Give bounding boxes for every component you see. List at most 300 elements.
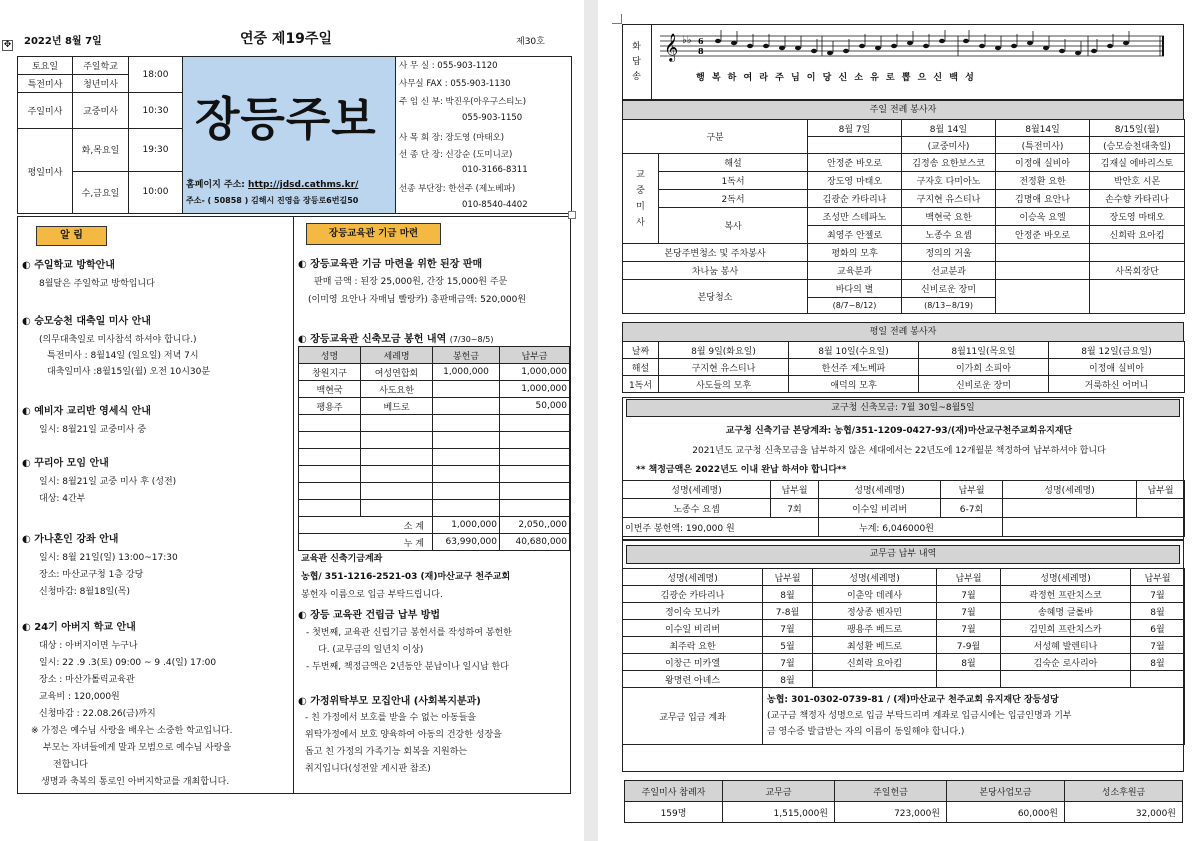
note-head (923, 44, 929, 48)
bulletin-page-2 (598, 0, 1200, 841)
dues-cell (1001, 671, 1131, 688)
column-header: 봉헌금 (433, 347, 500, 364)
duty-cell: (8/13~8/19) (902, 298, 996, 314)
contact-line: 주 임 신 부: 박진우(아우구스티노) (399, 97, 527, 107)
duty-role: 본당청소 (623, 280, 808, 314)
weekday-role: 1독서 (623, 376, 659, 393)
weekday-cell: 구지현 유스티나 (659, 359, 789, 376)
note-head (731, 41, 737, 45)
dues-header: 성명(세례명) (1001, 569, 1131, 586)
notice-item (22, 618, 290, 791)
note-head (963, 39, 969, 43)
table-cell-empty (433, 500, 500, 517)
duty-title: 주일 전례 봉사자 (622, 100, 1184, 120)
dues-cell: 송혜명 글롤바 (1001, 603, 1131, 620)
table-cell-empty (299, 449, 361, 466)
dues-account-note: 금 영수증 발급받는 자의 이름이 동일해야 합니다.) (767, 727, 965, 737)
table-cell-empty (500, 449, 570, 466)
notice-line: 대상: 4간부 (39, 494, 86, 504)
donation-period: (7/30~8/5) (449, 335, 494, 344)
parish-address: 주소- ( 50858 ) 김해시 진영읍 장등로6번길50 (186, 196, 359, 205)
notice-title: ◐ 예비자 교리반 영세식 안내 (22, 406, 151, 417)
contact-line: 사무실 FAX : 055-903-1130 (399, 79, 511, 89)
weekday-cell: 사도들의 모후 (659, 376, 789, 393)
table-cell: 사도요한 (361, 381, 433, 398)
donation-title-text: ◐ 장등교육관 신축모금 봉헌 내역 (298, 334, 447, 345)
pay-line: 다. (교무금의 일년치 이상) (318, 645, 424, 655)
duty-cell: 정의의 거울 (902, 244, 996, 262)
duty-cell: 구지현 유스티나 (902, 190, 996, 208)
dues-cell: 최성환 베드로 (813, 637, 937, 654)
table-cell: 여성연합회 (361, 364, 433, 381)
table-cell-empty (361, 415, 433, 432)
notice-line: 교육비 : 120,000원 (39, 692, 120, 702)
table-cell (433, 381, 500, 398)
column-header: 성명 (299, 347, 361, 364)
notice-item (22, 312, 290, 402)
hymn-lyrics: 행 복 하 여 라 주 님 이 당 신 소 유 로 뽑 으 신 백 성 (696, 73, 976, 83)
notice-line: (의무대축일로 미사참석 하셔야 합니다.) (39, 335, 197, 345)
duty-header: 구분 (623, 120, 808, 154)
contact-line: 선 종 단 장: 신강순 (도미니코) (399, 150, 513, 160)
issue-date: 2022년 8월 7일 (24, 36, 102, 47)
table-cell-empty (299, 415, 361, 432)
parish-header: 납부월 (771, 481, 819, 499)
note-head (1027, 41, 1033, 45)
weekday-header: 8월 12일(금요일) (1049, 342, 1185, 359)
table-cell: 백현국 (299, 381, 361, 398)
donation-title (298, 330, 494, 345)
dues-table (622, 568, 1185, 745)
summary-header: 주일미사 참례자 (625, 781, 723, 802)
note-head (891, 44, 897, 48)
duty-cell: 이승욱 요엘 (996, 208, 1090, 226)
bulletin-page-1 (0, 0, 584, 841)
table-cell-empty (500, 500, 570, 517)
contact-line: 010-8540-4402 (462, 200, 528, 210)
dues-cell: 7-8월 (763, 603, 813, 620)
table-cell-empty (361, 466, 433, 483)
duty-role: 1독서 (659, 172, 808, 190)
dues-cell: 8월 (1131, 603, 1185, 620)
pay-line: - 두번째, 책정금액은 2년동안 분납이나 일시납 한다 (306, 662, 509, 672)
summary-value: 60,000원 (947, 802, 1065, 823)
duty-cell: 구자호 다미아노 (902, 172, 996, 190)
duty-cell (1090, 280, 1185, 314)
dues-cell: 7월 (937, 586, 1001, 603)
duty-cell: 장도영 마태오 (808, 172, 902, 190)
dues-cell: 정상종 벤자민 (813, 603, 937, 620)
summary-header: 성소후원금 (1065, 781, 1183, 802)
dues-cell: 이창근 미카엘 (623, 654, 763, 671)
total-a: 63,990,000 (433, 534, 500, 551)
subtotal-a: 1,000,000 (433, 517, 500, 534)
hymn-label: 화답송 (632, 41, 641, 82)
column-header: 납부금 (500, 347, 570, 364)
weekday-cell: 이정애 실비아 (1049, 359, 1185, 376)
duty-cell: 안정준 바오로 (808, 154, 902, 172)
notice-line: 일시: 8월21일 교중 미사 후 (성전) (39, 477, 177, 487)
duty-cell: 김재실 에바리스토 (1090, 154, 1185, 172)
total-label: 누 계 (299, 534, 433, 551)
dues-header: 납부월 (763, 569, 813, 586)
parish-cell (1137, 499, 1185, 518)
dues-cell: 김광순 카타리나 (623, 586, 763, 603)
dues-cell: 정이숙 모니카 (623, 603, 763, 620)
table-cell: 1,000,000 (500, 381, 570, 398)
subtotal-label: 소 계 (299, 517, 433, 534)
dues-cell: 7월 (763, 654, 813, 671)
parish-header: 성명(세례명) (623, 481, 771, 499)
column-header: 세례명 (361, 347, 433, 364)
table-cell: 베드로 (361, 398, 433, 415)
note-head (795, 46, 801, 50)
weekday-cell: 한선주 제노베파 (789, 359, 919, 376)
duty-role: 복사 (659, 208, 808, 244)
notice-title: ◐ 24기 아버지 학교 안내 (22, 622, 136, 633)
parish-fund-title: 교구청 신축모금: 7월 30일~8월5일 (626, 399, 1180, 417)
note-head (843, 49, 849, 53)
contact-line: 010-3166-8311 (462, 165, 528, 175)
duty-cell: 손수향 카타리나 (1090, 190, 1185, 208)
table-cell: 50,000 (500, 398, 570, 415)
header-grid (17, 56, 572, 214)
dues-header: 성명(세례명) (623, 569, 763, 586)
dues-cell: 8월 (1131, 654, 1185, 671)
note-head (1043, 46, 1049, 50)
mass-cell: 평일미사 (18, 129, 73, 214)
notice-item (22, 530, 290, 618)
mass-cell: 수,금요일 (73, 171, 129, 214)
parish-header: 성명(세례명) (819, 481, 941, 499)
parish-header: 성명(세례명) (1003, 481, 1137, 499)
contact-line: 선종 부단장: 한선주 (제노베파) (399, 184, 516, 194)
dues-cell: 8월 (763, 586, 813, 603)
dues-cell: 7-9월 (937, 637, 1001, 654)
sale-line: 판매 금액 : 된장 25,000원, 간장 15,000원 주문 (314, 277, 508, 287)
dues-cell: 7월 (1131, 586, 1185, 603)
note-head (1091, 49, 1097, 53)
notice-line: 특전미사 : 8월14일 (일요일) 저녁 7시 (47, 351, 199, 361)
duty-cell: 김명애 요안나 (996, 190, 1090, 208)
banner-cell (183, 57, 396, 214)
mass-time: 19:30 (129, 129, 183, 172)
duty-role: 해설 (659, 154, 808, 172)
dues-account-note: (교구금 책정자 성명으로 입금 부탁드리며 계좌로 입금시에는 입금인명과 기부 (767, 711, 1072, 721)
dues-cell: 5월 (763, 637, 813, 654)
parish-cell: 이수일 비리버 (819, 499, 941, 518)
dues-cell: 이춘악 데레사 (813, 586, 937, 603)
parish-fund-deadline: ** 책정금액은 2022년도 이내 완납 하셔야 합니다** (636, 465, 847, 475)
dues-cell: 7월 (937, 620, 1001, 637)
table-cell-empty (299, 466, 361, 483)
duty-cell: 바다의 별 (808, 280, 902, 298)
notice-line: 장소: 마산교구청 1층 강당 (39, 570, 144, 580)
duty-subheader (808, 137, 902, 154)
dues-account: 농협: 301-0302-0739-81 / (재)마산교구 천주교회 유지재단 장등성당 (767, 695, 1059, 705)
table-cell-empty (299, 483, 361, 500)
table-cell-empty (500, 432, 570, 449)
note-head (939, 39, 945, 43)
duty-cell (996, 262, 1090, 280)
contact-line: 055-903-1150 (462, 113, 523, 123)
dues-cell: 팽용주 베드로 (813, 620, 937, 637)
weekday-header: 날짜 (623, 342, 659, 359)
note-head (1107, 44, 1113, 48)
dues-cell: 곽정헌 프란치스코 (1001, 586, 1131, 603)
dues-cell: 최주락 요한 (623, 637, 763, 654)
parish-weekly: 이번주 봉헌액: 190,000 원 (623, 518, 819, 537)
duty-subheader: (교중미사) (902, 137, 996, 154)
dues-cell (813, 671, 937, 688)
dues-header: 성명(세례명) (813, 569, 937, 586)
dues-account-label: 교무금 입금 계좌 (623, 688, 763, 745)
account-number: 농협/ 351-1216-2521-03 (재)마산교구 천주교회 (301, 572, 511, 582)
table-cell-empty (433, 432, 500, 449)
duty-cell (1090, 244, 1185, 262)
note-head (763, 44, 769, 48)
notice-line: 전합니다 (53, 760, 88, 770)
note-head (779, 46, 785, 50)
notice-line: 일시: 8월 21일(일) 13:00~17:30 (39, 553, 178, 563)
parish-fund-note: 2021년도 교구청 신축모금을 납부하지 않은 세대에서는 22년도에 12개월분 책정하여 납부하셔야 합니다 (692, 446, 1106, 456)
weekday-cell: 애덕의 모후 (789, 376, 919, 393)
duty-cell: 최영주 안젤로 (808, 226, 902, 244)
table-cell-empty (433, 415, 500, 432)
notice-line: 대축일미사 :8월15일(월) 오전 10시30분 (47, 367, 211, 377)
weekday-cell: 신비로운 장미 (919, 376, 1049, 393)
parish-cumulative: 누계: 6,046000원 (819, 518, 1003, 537)
duty-cell (996, 244, 1090, 262)
table-cell: 창원지구 (299, 364, 361, 381)
parish-cell (1003, 518, 1185, 537)
parish-fund-table (622, 480, 1185, 537)
summary-header: 본당사업모금 (947, 781, 1065, 802)
duty-cell (996, 280, 1090, 314)
duty-cell: 박안호 시몬 (1090, 172, 1185, 190)
summary-value: 1,515,000원 (723, 802, 835, 823)
parish-header: 납부월 (941, 481, 1003, 499)
duty-side-label: 교중미사 (623, 154, 659, 244)
note-head (979, 44, 985, 48)
parish-cell: 6-7회 (941, 499, 1003, 518)
mass-cell: 청년미사 (73, 75, 129, 93)
notice-item (22, 402, 290, 454)
account-title: 교육관 신축기금계좌 (301, 554, 383, 564)
page-corner-mark (612, 14, 622, 24)
weekday-cell: 거룩하신 어머니 (1049, 376, 1185, 393)
note-head (995, 46, 1001, 50)
notice-heading: 알 림 (36, 226, 107, 246)
note-head (1011, 44, 1017, 48)
summary-value: 723,000원 (835, 802, 947, 823)
note-head (875, 46, 881, 50)
mass-time: 18:00 (129, 57, 183, 93)
weekday-header: 8월 9일(화요일) (659, 342, 789, 359)
duty-role: 2독서 (659, 190, 808, 208)
summary-header: 주일헌금 (835, 781, 947, 802)
fund-heading: 장등교육관 기금 마련 (306, 223, 441, 245)
notice-title: ◐ 주일학교 방학안내 (22, 260, 115, 271)
pay-title: ◐ 장등 교육관 건립금 납부 방법 (298, 610, 441, 621)
duty-header: 8월14일 (996, 120, 1090, 137)
foster-line: 위탁가정에서 보호 양육하여 아동의 건강한 성장을 (305, 730, 502, 740)
dues-header: 납부월 (1131, 569, 1185, 586)
homepage-link[interactable]: http://jdsd.cathms.kr/ (248, 180, 359, 190)
note-head (907, 41, 913, 45)
total-b: 40,680,000 (500, 534, 570, 551)
dues-cell: 6월 (1131, 620, 1185, 637)
dues-cell: 서성혜 발렌티나 (1001, 637, 1131, 654)
donation-table (298, 346, 570, 551)
table-cell-empty (500, 415, 570, 432)
contacts-cell (396, 57, 572, 214)
weekday-cell: 이가희 소피아 (919, 359, 1049, 376)
dues-cell: 7월 (937, 603, 1001, 620)
pay-line: - 첫번째, 교육관 신립기금 봉헌서를 작성하여 봉헌한 (306, 628, 512, 638)
weekday-role: 해설 (623, 359, 659, 376)
mass-time: 10:00 (129, 171, 183, 214)
duty-header: 8월 14일 (902, 120, 996, 137)
dues-cell: 왕명련 아녜스 (623, 671, 763, 688)
duty-subheader: (승모승천대축일) (1090, 137, 1185, 154)
duty-header: 8/15일(월) (1090, 120, 1185, 137)
sale-title: ◐ 장등교육관 기금 마련을 위한 된장 판매 (298, 259, 483, 270)
duty-cell: 이정애 실비아 (996, 154, 1090, 172)
mass-cell: 주일학교 (73, 57, 129, 75)
mass-cell: 토요일 (18, 57, 73, 75)
duty-cell: 신비로운 장미 (902, 280, 996, 298)
duty-cell: 노종수 요셉 (902, 226, 996, 244)
dues-cell: 8월 (937, 654, 1001, 671)
weekday-header: 8월 10일(수요일) (789, 342, 919, 359)
note-head (1059, 49, 1065, 53)
homepage-label: 홈페이지 주소: (186, 180, 249, 190)
note-head (811, 49, 817, 53)
table-cell: 팽용주 (299, 398, 361, 415)
dues-cell: 김민희 프란치스카 (1001, 620, 1131, 637)
notice-line: 생명과 축복의 통로인 아버지학교를 개최합니다. (41, 777, 230, 787)
move-handle-icon[interactable]: ✥ (3, 40, 12, 50)
dues-cell (1131, 671, 1185, 688)
duty-cell: 안정준 바오로 (996, 226, 1090, 244)
table-cell-empty (299, 432, 361, 449)
duty-cell: 조성만 스테파노 (808, 208, 902, 226)
weekday-table (622, 341, 1185, 393)
notice-title: ◐ 가나혼인 강좌 안내 (22, 534, 119, 545)
notice-line: 신청마감: 8월18일(목) (39, 587, 130, 597)
notice-line: 일시: 22 .9 .3(토) 09:00 ~ 9 .4(일) 17:00 (39, 658, 217, 668)
duty-cell: 장도영 마태오 (1090, 208, 1185, 226)
table-cell-empty (433, 483, 500, 500)
duty-cell: 교육분과 (808, 262, 902, 280)
notice-line: 신청마감 : 22.08.26(금)까지 (39, 709, 156, 719)
notice-line: 장소 : 마산가톨릭교육관 (39, 675, 135, 685)
summary-value: 159명 (625, 802, 723, 823)
table-cell (433, 398, 500, 415)
dues-cell: 신희락 요아킴 (813, 654, 937, 671)
foster-title: ◐ 가정위탁부모 모집안내 (사회복지분과) (298, 696, 481, 707)
weekday-title: 평일 전례 봉사자 (622, 322, 1184, 342)
notice-item (22, 454, 290, 530)
notice-line: ※ 가정은 예수님 사랑을 배우는 소중한 학교입니다. (31, 726, 233, 736)
foster-line: - 친 가정에서 보호를 받을 수 없는 아동들을 (305, 713, 477, 723)
summary-header: 교무금 (723, 781, 835, 802)
mass-time: 10:30 (129, 93, 183, 129)
foster-line: 돕고 친 가정의 가족기능 회복을 지원하는 (305, 747, 468, 757)
duty-cell: 선교분과 (902, 262, 996, 280)
notice-line: 부모는 자녀들에게 말과 모범으로 예수님 사랑을 (43, 743, 232, 753)
account-note: 봉헌자 이름으로 입금 부탁드립니다. (301, 590, 443, 600)
table-cell: 1,000,000 (433, 364, 500, 381)
parish-cell (1003, 499, 1137, 518)
duty-cell: 평화의 모후 (808, 244, 902, 262)
table-cell-empty (433, 449, 500, 466)
notice-line: 8월달은 주일학교 방학입니다 (39, 279, 155, 289)
notice-title: ◐ 꾸리아 모임 안내 (22, 458, 109, 469)
music-staff (658, 30, 1170, 66)
dues-cell: 이수일 비리버 (623, 620, 763, 637)
mass-cell: 화,목요일 (73, 129, 129, 172)
homepage (186, 177, 358, 190)
table-cell: 1,000,000 (500, 364, 570, 381)
table-cell-empty (361, 449, 433, 466)
dues-cell: 7월 (763, 620, 813, 637)
table-cell-empty (361, 432, 433, 449)
notice-title: ◐ 승모승천 대축일 미사 안내 (22, 316, 151, 327)
duty-role: 본당주변청소 및 주차봉사 (623, 244, 808, 262)
contact-line: 사 목 회 장: 장도영 (마태오) (399, 133, 505, 143)
parish-fund-account: 교구청 신축기금 본당계좌: 농협/351-1209-0427-93/(재)마산교구천주교회유지재단 (725, 426, 1073, 436)
duty-header: 8월 7일 (808, 120, 902, 137)
weekday-header: 8월11일(목요일 (919, 342, 1049, 359)
column-divider (293, 216, 294, 794)
duty-cell: 사목회장단 (1090, 262, 1185, 280)
table-cell-empty (433, 466, 500, 483)
note-head (1123, 41, 1129, 45)
duty-cell: 전정환 요한 (996, 172, 1090, 190)
summary-value: 32,000원 (1065, 802, 1183, 823)
resize-handle[interactable] (568, 211, 576, 219)
duty-cell: (8/7~8/12) (808, 298, 902, 314)
dues-cell (937, 671, 1001, 688)
note-head (1075, 51, 1081, 55)
svg-text:♭♭: ♭♭ (682, 35, 692, 46)
notice-line: 대상 : 아버지이면 누구나 (39, 641, 138, 651)
table-cell-empty (500, 483, 570, 500)
dues-cell: 7월 (1131, 637, 1185, 654)
subtotal-b: 2,050,,000 (500, 517, 570, 534)
mass-cell: 교중미사 (73, 93, 129, 129)
duty-cell: 신희락 요아킴 (1090, 226, 1185, 244)
contact-line: 사 무 실 : 055-903-1120 (399, 61, 498, 71)
duty-cell: 백현국 요한 (902, 208, 996, 226)
note-head (859, 44, 865, 48)
hymn-label-cell (622, 24, 652, 100)
duty-cell: 김광순 카타리나 (808, 190, 902, 208)
sale-line: (이미영 요안나 자매님 빨랑카) 총판매금액: 520,000원 (308, 295, 527, 305)
dues-cell: 김숙순 로사리아 (1001, 654, 1131, 671)
duty-table (622, 119, 1185, 314)
svg-text:𝄞: 𝄞 (664, 33, 679, 61)
table-cell-empty (361, 483, 433, 500)
duty-cell: 김정송 요한보스코 (902, 154, 996, 172)
foster-line: 취지입니다(성전앞 게시판 참조) (305, 764, 431, 774)
table-cell-empty (299, 500, 361, 517)
issue-title: 연중 제19주일 (240, 31, 332, 47)
dues-title: 교무금 납부 내역 (626, 545, 1180, 564)
dues-cell: 8월 (763, 671, 813, 688)
